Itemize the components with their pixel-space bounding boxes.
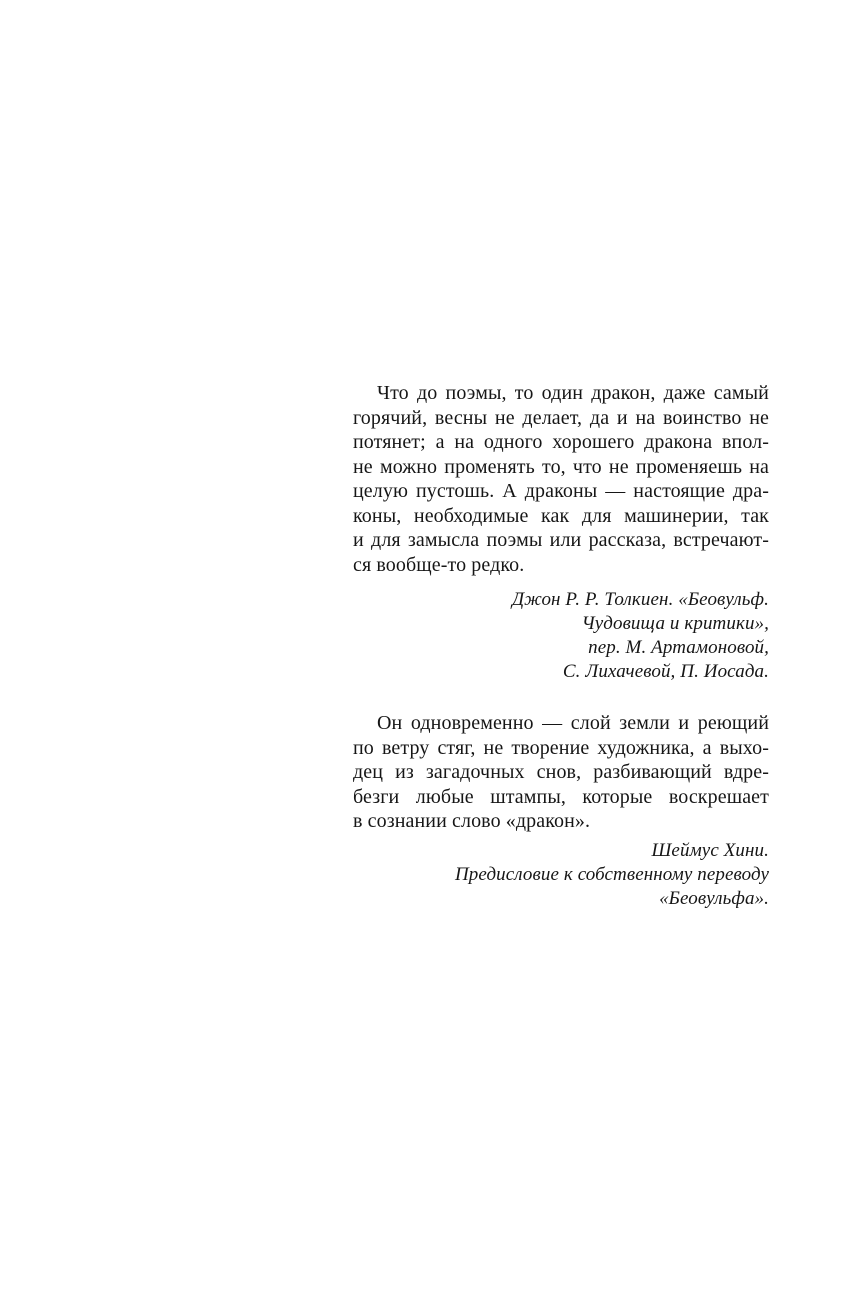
attribution-line: Шеймус Хини. [651, 839, 769, 861]
quote-line: горячий, весны не делает, да и на воинство не [353, 406, 769, 429]
attribution-line: Джон Р. Р. Толкиен. «Беовульф. [511, 589, 769, 610]
attribution-line: пер. М. Артамоновой, [588, 637, 769, 658]
quote-line: потянет; а на одного хорошего дракона впол- [353, 431, 769, 453]
quote-line: по ветру стяг, не творение художника, а выхо- [353, 736, 769, 759]
epigraph-2-attribution [353, 839, 769, 911]
epigraph-1-attribution [353, 588, 769, 684]
epigraph-1-quote [353, 381, 769, 577]
quote-line: и для замысла поэмы или рассказа, встречают- [353, 529, 769, 551]
quote-line: ся вообще-то редко. [353, 553, 525, 576]
quote-line: дец из загадочных снов, разбивающий вдре- [353, 761, 769, 783]
attribution-line: Предисловие к собственному переводу [454, 863, 769, 885]
quote-line: в сознании слово «дракон». [353, 810, 591, 832]
quote-line: не можно променять то, что не променяешь на [353, 455, 769, 478]
quote-line: Он одновременно — слой земли и реющий [377, 712, 769, 734]
attribution-line: Чудовища и критики», [581, 613, 769, 634]
attribution-line: «Беовульфа». [659, 887, 769, 909]
quote-line: коны, необходимые как для машинерии, так [353, 504, 769, 527]
quote-line: целую пустошь. А драконы — настоящие дра- [353, 480, 769, 502]
attribution-line: С. Лихачевой, П. Иосада. [562, 661, 769, 682]
quote-line: Что до поэмы, то один дракон, даже самый [377, 382, 769, 404]
epigraph-column [353, 381, 769, 911]
epigraph-2-quote [353, 711, 769, 834]
quote-line: безги любые штампы, которые воскрешает [353, 785, 769, 808]
